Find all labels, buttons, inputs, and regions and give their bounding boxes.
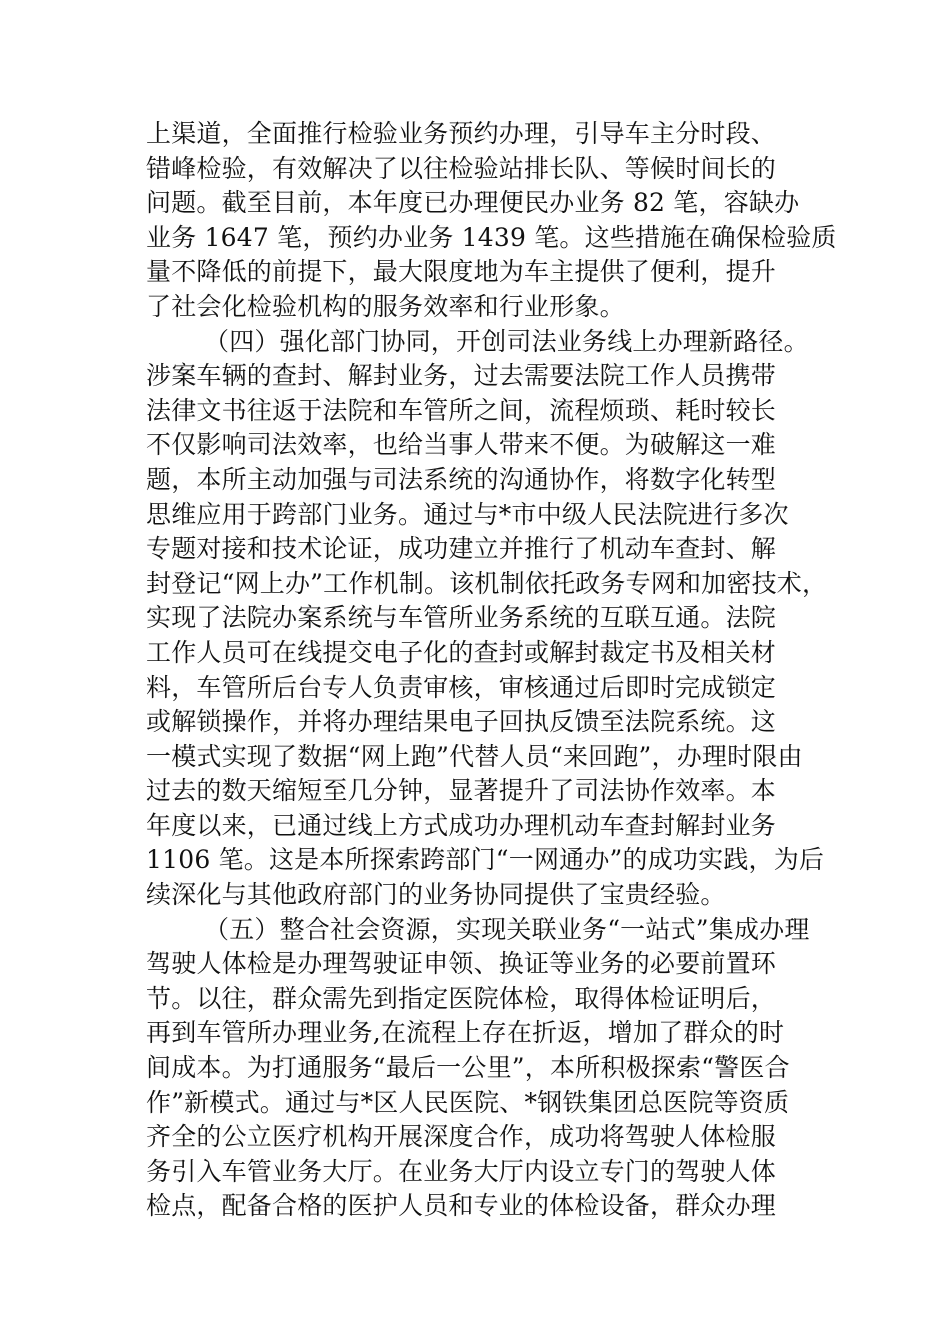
paragraph-line: 工作人员可在线提交电子化的查封或解封裁定书及相关材 xyxy=(146,637,777,667)
paragraph-line: 量不降低的前提下，最大限度地为车主提供了便利，提升 xyxy=(146,257,777,287)
body-text xyxy=(146,117,837,1224)
paragraph-line: 年度以来，已通过线上方式成功办理机动车查封解封业务 xyxy=(146,810,777,840)
paragraph-line: 封登记“网上办”工作机制。该机制依托政务专网和加密技术， xyxy=(146,568,828,598)
paragraph-line: 间成本。为打通服务“最后一公里”，本所积极探索“警医合 xyxy=(146,1053,790,1083)
paragraph-line: 上渠道，全面推行检验业务预约办理，引导车主分时段、 xyxy=(146,119,777,148)
paragraph-line: 一模式实现了数据“网上跑”代替人员“来回跑”，办理时限由 xyxy=(146,741,803,771)
paragraph-line: 专题对接和技术论证，成功建立并推行了机动车查封、解 xyxy=(146,534,777,564)
paragraph-line: 实现了法院办案系统与车管所业务系统的互联互通。法院 xyxy=(146,603,777,633)
paragraph-line: 齐全的公立医疗机构开展深度合作，成功将驾驶人体检服 xyxy=(146,1122,777,1152)
paragraph-line: 题，本所主动加强与司法系统的沟通协作，将数字化转型 xyxy=(146,464,777,494)
paragraph-line: 或解锁操作，并将办理结果电子回执反馈至法院系统。这 xyxy=(146,707,777,737)
paragraph-line: 检点，配备合格的医护人员和专业的体检设备，群众办理 xyxy=(146,1191,777,1221)
paragraph-line: 再到车管所办理业务,在流程上存在折返，增加了群众的时 xyxy=(146,1018,785,1048)
paragraph-line: 1106 笔。这是本所探索跨部门“一网通办”的成功实践，为后 xyxy=(146,845,825,875)
paragraph-line: 节。以往，群众需先到指定医院体检，取得体检证明后， xyxy=(146,983,777,1013)
paragraph-line: 务引入车管业务大厅。在业务大厅内设立专门的驾驶人体 xyxy=(146,1156,777,1186)
section-heading-line: （五）整合社会资源，实现关联业务“一站式”集成办理 xyxy=(204,914,810,944)
paragraph-line: 业务 1647 笔，预约办业务 1439 笔。这些措施在确保检验质 xyxy=(146,222,837,252)
paragraph-line: 续深化与其他政府部门的业务协同提供了宝贵经验。 xyxy=(146,880,726,910)
paragraph-line: 料，车管所后台专人负责审核，审核通过后即时完成锁定 xyxy=(146,672,777,702)
section-heading-line: （四）强化部门协同，开创司法业务线上办理新路径。 xyxy=(204,326,809,356)
paragraph-line: 问题。截至目前，本年度已办理便民办业务 82 笔，容缺办 xyxy=(146,188,800,218)
paragraph-line: 过去的数天缩短至几分钟，显著提升了司法协作效率。本 xyxy=(146,776,777,806)
paragraph-line: 法律文书往返于法院和车管所之间，流程烦琐、耗时较长 xyxy=(146,395,777,425)
paragraph-line: 了社会化检验机构的服务效率和行业形象。 xyxy=(146,291,625,321)
paragraph-line: 思维应用于跨部门业务。通过与*市中级人民法院进行多次 xyxy=(146,499,789,529)
paragraph-line: 错峰检验，有效解决了以往检验站排长队、等候时间长的 xyxy=(146,153,777,183)
paragraph-line: 驾驶人体检是办理驾驶证申领、换证等业务的必要前置环 xyxy=(146,949,777,979)
paragraph-line: 涉案车辆的查封、解封业务，过去需要法院工作人员携带 xyxy=(146,361,777,391)
paragraph-line: 不仅影响司法效率，也给当事人带来不便。为破解这一难 xyxy=(146,430,777,460)
paragraph-line: 作”新模式。通过与*区人民医院、*钢铁集团总医院等资质 xyxy=(146,1087,790,1117)
